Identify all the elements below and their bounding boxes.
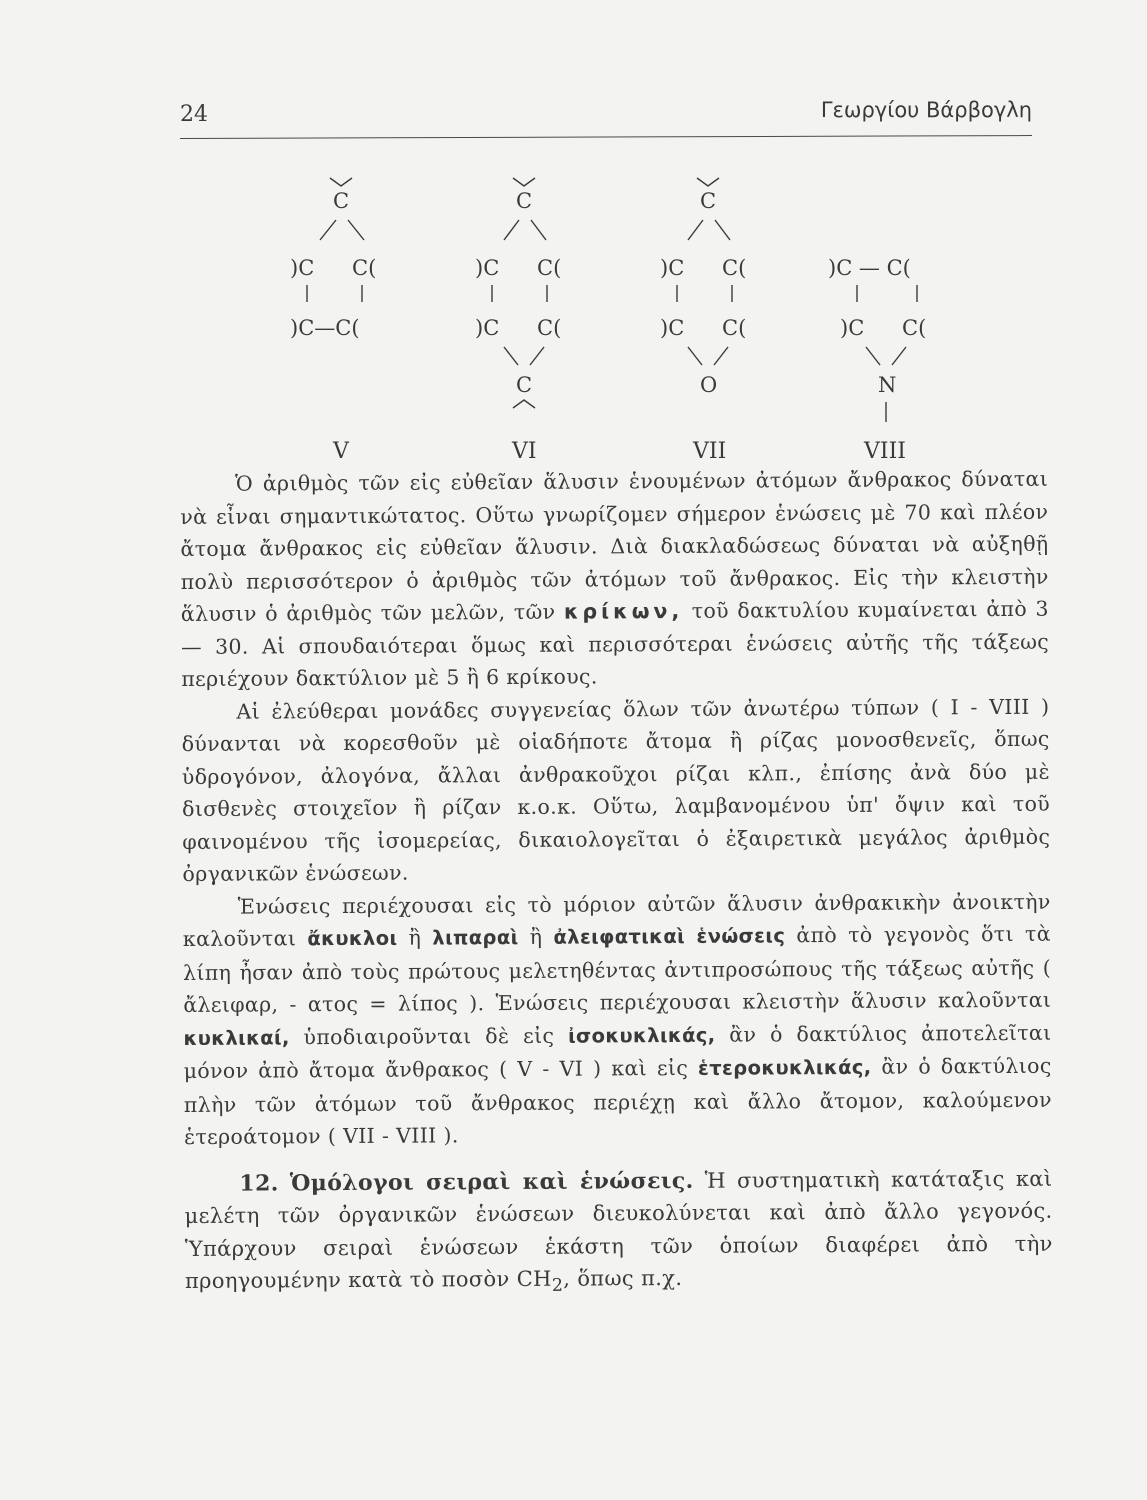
chain-group: )C — C( <box>828 256 911 280</box>
bond <box>320 220 336 240</box>
formula-vii <box>660 178 746 460</box>
atom-c: C <box>700 189 717 213</box>
bond <box>504 347 518 365</box>
left-group: )C <box>475 316 500 340</box>
chain-group: )C—C( <box>290 316 360 340</box>
bond <box>892 347 906 365</box>
formula-label-vi: VI <box>512 439 537 460</box>
term-aliphatic: ἀλειφατικαὶ ἑνώσεις <box>553 924 786 949</box>
running-title: Γεωργίου Βάρβογλη <box>820 98 1032 122</box>
right-group: C( <box>537 256 562 280</box>
section-number: 12. <box>239 1169 279 1197</box>
bond <box>714 347 728 365</box>
term-acyclic: ἄκυκλοι <box>307 926 398 951</box>
formula-label-v: V <box>333 439 349 460</box>
bond <box>504 220 519 240</box>
bond <box>688 347 702 365</box>
section-title: Ὁμόλογοι σειραὶ καὶ ἑνώσεις. <box>289 1167 694 1196</box>
term-fatty: λιπαραὶ <box>432 925 519 950</box>
free-valence-mark <box>513 400 535 408</box>
paragraph: Αἱ ἐλεύθεραι μονάδες συγγενείας ὅλων τῶν ἀνωτέρω τύπων ( I - VIII ) δύνανται νὰ κορεσθοῦν μὲ οἱαδήποτε ἄτομα ἢ ρίζας μονοσθενεῖς, ὅπως ὑδρογόνον, ἀλογόνα, ἄλλαι ἀνθρακοῦχοι ρίζαι κλπ., ἐπίσης ἀνὰ δύο μὲ δισθενὲς στοιχεῖον ἢ ρίζαν κ.ο.κ. Οὕτω, λαμβανομένου ὑπ' ὄψιν καὶ τοῦ φαινομένου τῆς ἰσομερείας, δικαιολογεῖται ὁ ἐξαιρετικὰ μεγάλος ἀριθμὸς ὀργανικῶν ἑνώσεων. <box>181 694 1051 886</box>
left-group: )C <box>475 256 500 280</box>
term-heterocyclic: ἑτεροκυκλικάς, <box>697 1055 872 1080</box>
formula-label-viii: VIII <box>864 439 906 460</box>
left-group: )C <box>290 256 315 280</box>
body-text <box>180 463 1053 1305</box>
right-group: C( <box>722 256 747 280</box>
bond <box>715 220 730 240</box>
page-header <box>180 96 1032 130</box>
bond <box>531 220 546 240</box>
term-cyclic: κυκλικαί, <box>183 1025 290 1050</box>
atom-c: C <box>516 189 533 213</box>
page-number: 24 <box>180 102 208 127</box>
formula-v <box>290 178 376 460</box>
paragraph: Ὁ ἀριθμὸς τῶν εἰς εὐθεῖαν ἅλυσιν ἑνουμένων ἀτόμων ἄνθρακος δύναται νὰ εἶναι σημαντικώτατος. Οὕτω γνωρίζομεν σήμερον ἑνώσεις μὲ 70 καὶ πλέον ἄτομα ἄνθρακος εἰς εὐθεῖαν ἅλυσιν. Διὰ διακλαδώσεως δύναται νὰ αὐξηθῇ πολὺ περισσότερον ὁ ἀριθμὸς τῶν ἀτόμων τοῦ ἄνθρακος. Εἰς τὴν κλειστὴν ἅλυσιν ὁ ἀριθμὸς τῶν μελῶν, τῶν κρίκων, τοῦ δακτυλίου κυμαίνεται ἀπὸ 3 — 30. Αἱ σπουδαιότεραι ὅμως καὶ περισσότεραι ἑνώσεις αὐτῆς τῆς τάξεως περιέχουν δακτύλιον μὲ 5 ἢ 6 κρίκους. <box>180 466 1050 691</box>
free-valence-mark <box>330 178 352 186</box>
formula-label-vii: VII <box>693 439 727 460</box>
right-group: C( <box>722 316 747 340</box>
atom-c: C <box>516 373 533 397</box>
right-group: C( <box>537 316 562 340</box>
bond <box>530 347 544 365</box>
bond <box>348 220 364 240</box>
term-krikon: κρίκων, <box>563 598 684 624</box>
left-group: )C <box>660 256 685 280</box>
atom-n: N <box>878 373 897 397</box>
header-rule <box>180 135 1032 139</box>
paragraph: Ἑνώσεις περιέχουσαι εἰς τὸ μόριον αὐτῶν ἅλυσιν ἀνθρακικὴν ἀνοικτὴν καλοῦνται ἄκυκλοι ἢ λιπαραὶ ἢ ἀλειφατικαὶ ἑνώσεις ἀπὸ τὸ γεγονὸς ὅτι τὰ λίπη ἦσαν ἀπὸ τοὺς πρώτους μελετηθέντας ἀντιπροσώπους τῆς τάξεως αὐτῆς ( ἄλειφαρ, - ατος = λίπος ). Ἑνώσεις περιέχουσαι κλειστὴν ἅλυσιν καλοῦνται κυκλικαί, ὑποδιαιροῦνται δὲ εἰς ἰσοκυκλικάς, ἂν ὁ δακτύλιος ἀποτελεῖται μόνον ἀπὸ ἄτομα ἄνθρακος ( V - VI ) καὶ εἰς ἑτεροκυκλικάς, ἂν ὁ δακτύλιος πλὴν τῶν ἀτόμων τοῦ ἄνθρακος περιέχῃ καὶ ἄλλο ἄτομον, καλούμενον ἑτεροάτομον ( VII - VIII ). <box>182 889 1052 1149</box>
bond <box>866 347 880 365</box>
atom-c: C <box>333 189 350 213</box>
formula-ch2: $CH_2$ <box>516 1266 564 1296</box>
right-group: C( <box>352 256 377 280</box>
free-valence-mark <box>697 178 719 186</box>
free-valence-mark <box>513 178 535 186</box>
formula-vi <box>475 178 561 460</box>
atom-o: O <box>700 373 718 397</box>
left-group: )C <box>660 316 685 340</box>
formula-viii <box>828 256 926 460</box>
left-group: )C <box>840 316 865 340</box>
right-group: C( <box>902 316 927 340</box>
term-isocyclic: ἰσοκυκλικάς, <box>567 1023 716 1048</box>
bond <box>688 220 703 240</box>
section-12: 12. Ὁμόλογοι σειραὶ καὶ ἑνώσεις. Ἡ συστηματικὴ κατάταξις καὶ μελέτη τῶν ὀργανικῶν ἑνώσεων διευκολύνεται καὶ ἀπὸ ἄλλο γεγονός. Ὑπάρχουν σειραὶ ἑνώσεων ἑκάστη τῶν ὁποίων διαφέρει ἀπὸ τὴν προηγουμένην κατὰ τὸ ποσὸν $CH_2$, ὅπως π.χ. <box>184 1166 1053 1296</box>
structural-formulas <box>250 160 970 460</box>
